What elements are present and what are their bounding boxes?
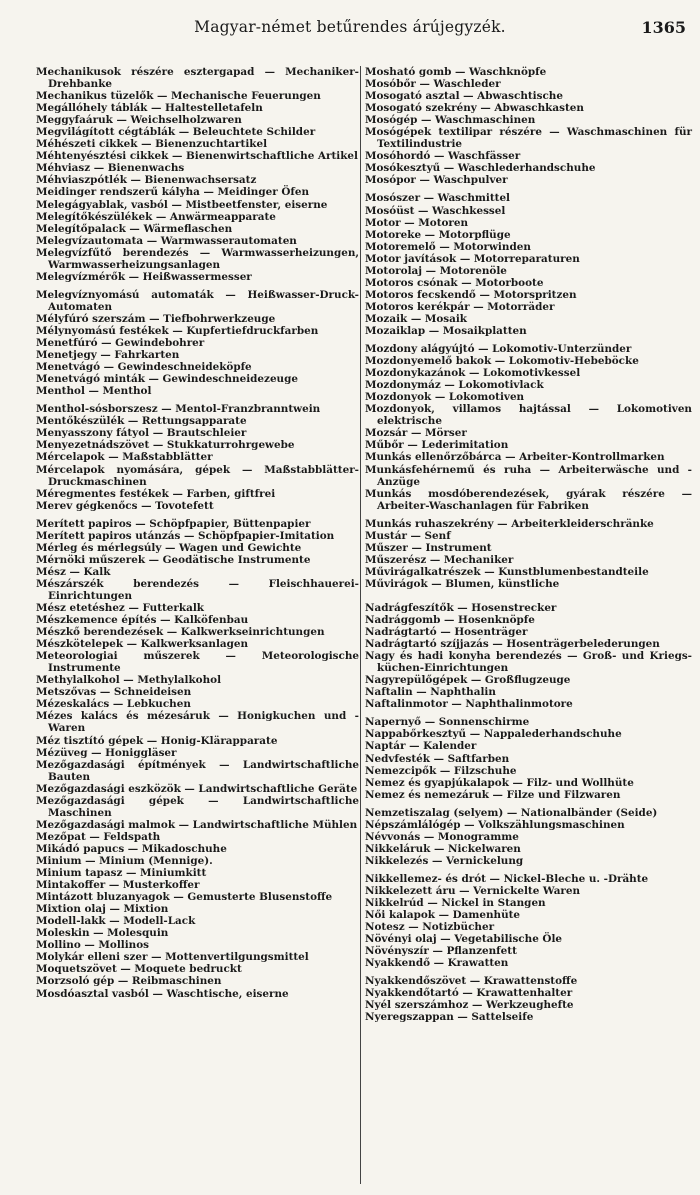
- index-entry: Nyakkendő — Krawatten: [365, 957, 509, 970]
- index-entry: Mészkemence építés — Kalköfenbau: [36, 614, 249, 627]
- index-entry: Metszővas — Schneideisen: [36, 686, 192, 699]
- index-entry: Mozaiklap — Mosaikplatten: [365, 324, 527, 337]
- index-entry: Mozsár — Mörser: [365, 427, 467, 440]
- index-entry: Megállóhely táblák — Haltestelletafeln: [36, 102, 263, 115]
- index-entry: Molykár elleni szer — Mottenvertilgungsmittel: [36, 951, 309, 964]
- index-entry: Motoros kerékpár — Motorräder: [365, 300, 555, 313]
- index-entry: Naftalinmotor — Naphthalinmotore: [365, 698, 573, 711]
- index-entry: Modell-lakk — Modell-Lack: [36, 915, 196, 928]
- index-entry: Mechanikusok részére esztergapad — Mechaniker-Drehbanke: [36, 66, 359, 91]
- index-entry: Mosható gomb — Waschknöpfe: [365, 66, 547, 78]
- index-entry: Mezőgazdasági gépek — Landwirtschaftliche Maschinen: [36, 794, 359, 819]
- index-entry: Mészárszék berendezés — Fleischhauerei-Einrichtungen: [36, 577, 359, 602]
- index-entry: Melegítőpalack — Wärmeflaschen: [36, 222, 233, 235]
- index-entry: Melegvíznyomású automaták — Heißwasser-Druck-Automaten: [36, 288, 359, 313]
- index-entry: Nemez és nemezáruk — Filze und Filzwaren: [365, 788, 621, 801]
- index-entry: Notesz — Notizbücher: [365, 921, 495, 934]
- index-entry: Nagyrepülőgépek — Großflugzeuge: [365, 674, 571, 687]
- index-entry: Munkás mosdóberendezések, gyárak részére — Arbeiter-Waschanlagen für Fabriken: [365, 487, 692, 512]
- index-entry: Mércelapok nyomására, gépek — Maßstabblätter-Druckmaschinen: [36, 463, 359, 488]
- index-entry: Nyeregszappan — Sattelseife: [365, 1011, 534, 1024]
- index-entry: Nemezcipők — Filzschuhe: [365, 764, 517, 777]
- index-entry: Művirágalkatrészek — Kunstblumenbestandteile: [365, 565, 649, 578]
- index-entry: Méhviasz — Bienenwachs: [36, 162, 185, 175]
- index-entry: Menetfúró — Gewindebohrer: [36, 337, 205, 350]
- index-entry: Mosdóasztal vasból — Waschtische, eiserne: [36, 987, 289, 1000]
- index-entry: Mosógépek textilipar részére — Waschmaschinen für Textilindustrie: [365, 126, 692, 151]
- index-entry: Mélynyomású festékek — Kupfertiefdruckfarben: [36, 324, 319, 337]
- index-entry: Mosóüst — Waschkessel: [365, 204, 506, 217]
- index-entry: Melegágyablak, vasból — Mistbeetfenster, eiserne: [36, 198, 328, 211]
- index-entry: Meggyfaáruk — Weichselholzwaren: [36, 114, 242, 127]
- index-entry: Mintakoffer — Musterkoffer: [36, 879, 200, 892]
- index-entry: Mixtion olaj — Mixtion: [36, 903, 169, 916]
- index-entry: Menetvágó minták — Gewindeschneidezeuge: [36, 373, 298, 386]
- index-entry: Műszer — Instrument: [365, 541, 492, 554]
- index-entry: Mezőgazdasági építmények — Landwirtschaftliche Bauten: [36, 758, 359, 783]
- index-entry: Nikkellemez- és drót — Nickel-Bleche u. -Drähte: [365, 872, 649, 885]
- index-entry: Mosogató szekrény — Abwaschkasten: [365, 102, 584, 115]
- index-entry: Mész — Kalk: [36, 565, 111, 578]
- index-entry: Methylalkohol — Methylalkohol: [36, 674, 222, 687]
- index-entry: Nappabőrkesztyű — Nappalederhandschuhe: [365, 728, 622, 741]
- index-entry: Motoreke — Motorpflüge: [365, 228, 511, 241]
- index-entry: Munkás ruhaszekrény — Arbeiterkleiderschränke: [365, 517, 654, 530]
- index-entry: Napernyő — Sonnenschirme: [365, 716, 530, 729]
- index-entry: Népszámlálógép — Volkszählungsmaschinen: [365, 818, 625, 831]
- index-entry: Mosókesztyű — Waschlederhandschuhe: [365, 162, 596, 175]
- index-entry: Mozdonykazánok — Lokomotivkessel: [365, 367, 581, 380]
- index-entry: Menthol-sósborszesz — Mentol-Franzbranntwein: [36, 403, 321, 416]
- index-entry: Méhészeti cikkek — Bienenzuchtartikel: [36, 138, 268, 151]
- index-entry: Motor javítások — Motorreparaturen: [365, 252, 580, 265]
- index-entry: Mézüveg — Honiggläser: [36, 746, 177, 759]
- index-entry: Motorolaj — Motorenöle: [365, 264, 507, 277]
- index-entry: Merített papiros — Schöpfpapier, Büttenpapier: [36, 517, 311, 530]
- index-entry: Naftalin — Naphthalin: [365, 686, 496, 699]
- index-entry: Mozdonymáz — Lokomotivlack: [365, 379, 544, 392]
- index-entry: Melegítőkészülékek — Anwärmeapparate: [36, 210, 276, 223]
- index-entry: Mozdony alágyújtó — Lokomotiv-Unterzünder: [365, 343, 632, 356]
- right-column: [365, 66, 692, 1186]
- index-entry: Mintázott bluzanyagok — Gemusterte Blusenstoffe: [36, 891, 333, 904]
- index-entry: Nikkelezés — Vernickelung: [365, 854, 524, 867]
- index-entry: Munkás ellenőrzőbárca — Arbeiter-Kontrollmarken: [365, 451, 665, 464]
- page-header: [0, 18, 700, 40]
- index-entry: Motoremelő — Motorwinden: [365, 240, 531, 253]
- index-entry: Mezőpat — Feldspath: [36, 830, 161, 843]
- index-entry: Melegvízfűtő berendezés — Warmwasserheizungen, Warmwasserheizungsanlagen: [36, 246, 359, 271]
- index-entry: Morzsoló gép — Reibmaschinen: [36, 975, 222, 988]
- index-entry: Mész etetéshez — Futterkalk: [36, 602, 204, 615]
- index-entry: Mosóhordó — Waschfässer: [365, 150, 521, 163]
- index-entry: Moleskin — Molesquin: [36, 927, 169, 940]
- index-entry: Mollino — Mollinos: [36, 939, 149, 952]
- index-entry: Mélyfúró szerszám — Tiefbohrwerkzeuge: [36, 312, 276, 325]
- index-entry: Melegvízautomata — Warmwasserautomaten: [36, 234, 297, 247]
- index-entry: Mérleg és mérlegsúly — Wagen und Gewichte: [36, 541, 302, 554]
- index-entry: Merített papiros utánzás — Schöpfpapier-Imitation: [36, 529, 335, 542]
- index-entry: Meidinger rendszerű kályha — Meidinger Öfen: [36, 186, 310, 199]
- index-entry: Meteorologiai műszerek — Meteorologische Instrumente: [36, 650, 359, 675]
- index-entry: Minium tapasz — Miniumkitt: [36, 867, 207, 880]
- index-entry: Mészkő berendezések — Kalkwerkseinrichtungen: [36, 626, 325, 639]
- index-entry: Női kalapok — Damenhüte: [365, 909, 521, 922]
- index-entry: Mozaik — Mosaik: [365, 312, 467, 325]
- index-entry: Mikádó papucs — Mikadoschuhe: [36, 842, 227, 855]
- index-entry: Mezőgazdasági malmok — Landwirtschaftliche Mühlen: [36, 818, 358, 831]
- index-entry: Nikkelrúd — Nickel in Stangen: [365, 897, 546, 910]
- index-entry: Méregmentes festékek — Farben, giftfrei: [36, 487, 276, 500]
- index-entry: Mechanikus tüzelők — Mechanische Feuerungen: [36, 90, 321, 103]
- index-entry: Munkásfehérnemű és ruha — Arbeiterwäsche und -Anzüge: [365, 463, 692, 488]
- index-entry: Motoros fecskendő — Motorspritzen: [365, 288, 577, 301]
- index-entry: Mustár — Senf: [365, 529, 451, 542]
- index-entry: Nadrágtartó — Hosenträger: [365, 626, 528, 639]
- index-entry: Méhtenyésztési cikkek — Bienenwirtschaftliche Artikel: [36, 150, 358, 163]
- index-entry: Nikkelezett áru — Vernickelte Waren: [365, 885, 581, 897]
- index-entry: Nyakkendőszövet — Krawattenstoffe: [365, 975, 578, 988]
- index-entry: Motoros csónak — Motorboote: [365, 276, 544, 289]
- index-entry: Nadrágfeszítők — Hosenstrecker: [365, 601, 557, 614]
- index-entry: Névvonás — Monogramme: [365, 830, 519, 843]
- index-entry: Menetvágó — Gewindeschneideköpfe: [36, 361, 252, 374]
- index-entry: Naptár — Kalender: [365, 740, 477, 753]
- index-entry: Mentőkészülék — Rettungsapparate: [36, 415, 247, 428]
- index-entry: Művirágok — Blumen, künstliche: [365, 577, 560, 590]
- index-entry: Méz tisztító gépek — Honig-Klärapparate: [36, 734, 278, 747]
- index-entry: Mosógép — Waschmaschinen: [365, 114, 536, 127]
- index-entry: Mosóbőr — Waschleder: [365, 78, 501, 91]
- index-entry: Menetjegy — Fahrkarten: [36, 349, 180, 362]
- index-entry: Mézes kalács és mézesáruk — Honigkuchen und -Waren: [36, 710, 359, 735]
- index-entry: Nagy és hadi konyha berendezés — Groß- und Kriegs-küchen-Einrichtungen: [365, 650, 692, 675]
- index-entry: Műszerész — Mechaniker: [365, 553, 514, 566]
- index-entry: Mozdonyok — Lokomotiven: [365, 391, 525, 404]
- index-entry: Mérnöki műszerek — Geodätische Instrumente: [36, 553, 311, 566]
- page-title: Magyar-német betűrendes árújegyzék.: [194, 18, 506, 36]
- index-entry: Minium — Minium (Mennige).: [36, 855, 213, 867]
- index-entry: Nyakkendőtartó — Krawattenhalter: [365, 987, 573, 1000]
- index-entry: Növényszír — Pflanzenfett: [365, 945, 517, 958]
- index-entry: Mozdonyok, villamos hajtással — Lokomotiven elektrische: [365, 403, 692, 428]
- index-entry: Mosószer — Waschmittel: [365, 192, 511, 205]
- index-entry: Mézeskalács — Lebkuchen: [36, 698, 191, 711]
- index-entry: Nadrágtartó szíjjazás — Hosenträgerbelederungen: [365, 638, 660, 651]
- index-entry: Megvilágított cégtáblák — Beleuchtete Schilder: [36, 126, 316, 139]
- index-entry: Nyél szerszámhoz — Werkzeughefte: [365, 999, 574, 1012]
- index-entry: Nemez és gyapjúkalapok — Filz- und Wollhüte: [365, 776, 634, 789]
- index-entry: Motor — Motoren: [365, 216, 469, 229]
- index-entry: Moquetszövet — Moquete bedruckt: [36, 963, 242, 976]
- index-entry: Műbőr — Lederimitation: [365, 439, 509, 452]
- index-entry: Növényi olaj — Vegetabilische Öle: [365, 933, 563, 946]
- index-entry: Nedvfesték — Saftfarben: [365, 752, 510, 765]
- index-entry: Nikkeláruk — Nickelwaren: [365, 842, 521, 855]
- page-number: 1365: [641, 18, 686, 37]
- index-entry: Mozdonyemelő bakok — Lokomotiv-Hebeböcke: [365, 355, 639, 368]
- index-entry: Melegvízmérők — Heißwassermesser: [36, 270, 252, 283]
- index-entry: Mosogató asztal — Abwaschtische: [365, 90, 563, 103]
- index-entry: Méhviaszpótlék — Bienenwachsersatz: [36, 174, 257, 187]
- left-column: [36, 66, 359, 1186]
- index-entry: Nemzetiszalag (selyem) — Nationalbänder (Seide): [365, 806, 658, 819]
- index-entry: Merev gégkenőcs — Tovotefett: [36, 499, 214, 512]
- index-entry: Mércelapok — Maßstabblätter: [36, 451, 213, 464]
- index-entry: Mészkötelepek — Kalkwerksanlagen: [36, 638, 249, 651]
- index-entry: Menyasszony fátyol — Brautschleier: [36, 427, 247, 440]
- index-entry: Menthol — Menthol: [36, 385, 152, 398]
- column-divider: [360, 66, 361, 1184]
- index-entry: Menyezetnádszövet — Stukkaturrohrgewebe: [36, 439, 295, 452]
- index-entry: Nadrággomb — Hosenknöpfe: [365, 614, 535, 627]
- index-entry: Mosópor — Waschpulver: [365, 174, 508, 187]
- index-entry: Mezőgazdasági eszközök — Landwirtschaftliche Geräte: [36, 782, 358, 795]
